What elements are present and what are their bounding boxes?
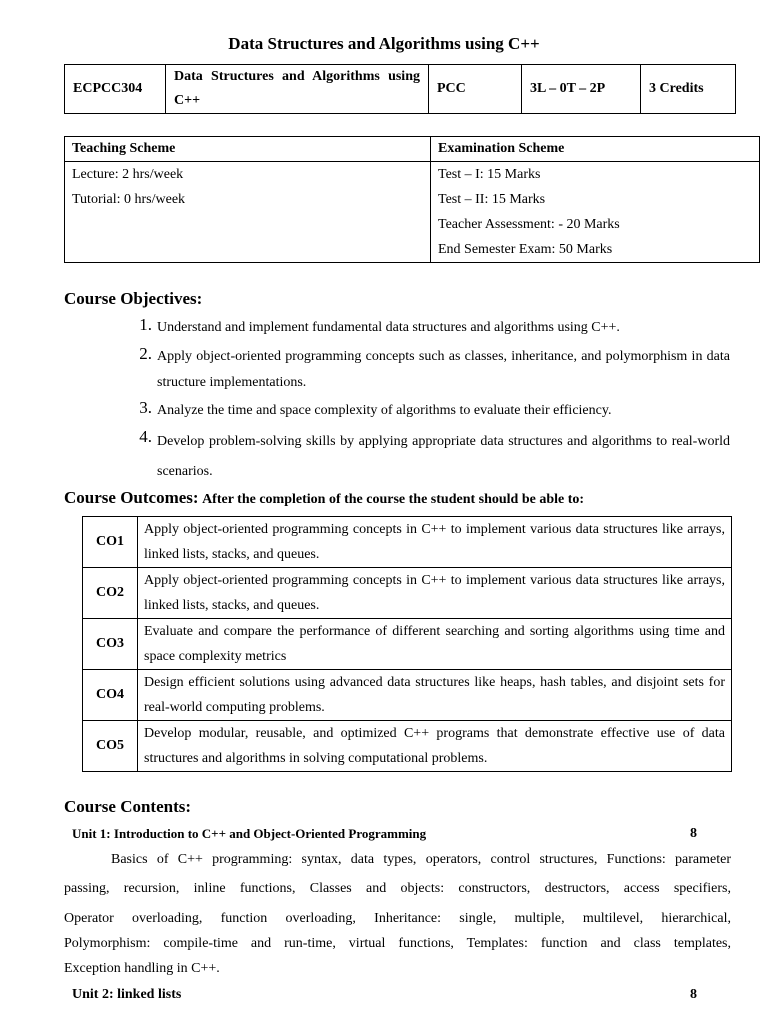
exam-item: End Semester Exam: 50 Marks bbox=[438, 242, 613, 257]
objective-text: Apply object-oriented programming concepts such as classes, inheritance, and polymorphism in data structure implementations. bbox=[157, 349, 730, 390]
outcome-text: Design efficient solutions using advanced data structures like heaps, hash tables, and disjoint sets for real-world computing problems. bbox=[138, 670, 732, 721]
outcome-row bbox=[83, 517, 732, 568]
examination-scheme-cell bbox=[431, 162, 760, 263]
course-category: PCC bbox=[429, 65, 522, 114]
objective-number: 3. bbox=[139, 398, 152, 417]
objective-number: 1. bbox=[139, 315, 152, 334]
examination-scheme-header: Examination Scheme bbox=[431, 137, 760, 162]
unit1-text-line: Polymorphism: compile-time and run-time, virtual functions, Templates: function and class templates, bbox=[64, 936, 731, 951]
teaching-item: Tutorial: 0 hrs/week bbox=[72, 192, 186, 207]
outcomes-heading-line bbox=[64, 488, 584, 508]
outcome-row bbox=[83, 721, 732, 772]
course-code: ECPCC304 bbox=[65, 65, 166, 114]
outcome-id: CO3 bbox=[83, 619, 138, 670]
outcome-id: CO4 bbox=[83, 670, 138, 721]
outcome-id: CO5 bbox=[83, 721, 138, 772]
unit1-text-line: passing, recursion, inline functions, Classes and objects: constructors, destructors, access specifiers, bbox=[64, 881, 731, 896]
exam-item: Test – II: 15 Marks bbox=[438, 192, 546, 207]
objective-text: Develop problem-solving skills by applying appropriate data structures and algorithms to real-world scenarios. bbox=[157, 434, 730, 479]
objective-text: Analyze the time and space complexity of algorithms to evaluate their efficiency. bbox=[157, 403, 612, 418]
scheme-header-row bbox=[65, 137, 760, 162]
objective-number: 4. bbox=[139, 427, 152, 446]
unit2-hours: 8 bbox=[690, 987, 697, 1002]
teaching-scheme-header: Teaching Scheme bbox=[65, 137, 431, 162]
course-ltp: 3L – 0T – 2P bbox=[522, 65, 641, 114]
outcome-id: CO1 bbox=[83, 517, 138, 568]
unit1-text-line: Basics of C++ programming: syntax, data types, operators, control structures, Functions: parameter bbox=[111, 852, 731, 867]
outcome-text: Develop modular, reusable, and optimized C++ programs that demonstrate effective use of data structures and algorithms in solving computational problems. bbox=[138, 721, 732, 772]
exam-item: Test – I: 15 Marks bbox=[438, 167, 541, 182]
outcomes-table bbox=[82, 516, 732, 772]
unit1-title: Unit 1: Introduction to C++ and Object-Oriented Programming bbox=[72, 826, 427, 841]
outcome-text: Apply object-oriented programming concepts in C++ to implement various data structures like arrays, linked lists, stacks, and queues. bbox=[138, 568, 732, 619]
course-info-row bbox=[65, 65, 736, 114]
teaching-item: Lecture: 2 hrs/week bbox=[72, 167, 184, 182]
outcome-row bbox=[83, 568, 732, 619]
objectives-heading: Course Objectives: bbox=[64, 289, 203, 308]
outcome-text: Apply object-oriented programming concepts in C++ to implement various data structures like arrays, linked lists, stacks, and queues. bbox=[138, 517, 732, 568]
outcomes-heading: Course Outcomes: bbox=[64, 488, 199, 507]
course-info-table bbox=[64, 64, 736, 114]
page-title: Data Structures and Algorithms using C++ bbox=[228, 34, 540, 53]
course-name: Data Structures and Algorithms using C++ bbox=[166, 65, 429, 114]
unit1-hours: 8 bbox=[690, 826, 697, 841]
scheme-body-row bbox=[65, 162, 760, 263]
outcomes-subheading: After the completion of the course the student should be able to: bbox=[202, 492, 585, 507]
objective-number: 2. bbox=[139, 344, 152, 363]
outcome-row bbox=[83, 619, 732, 670]
outcome-id: CO2 bbox=[83, 568, 138, 619]
outcome-text: Evaluate and compare the performance of different searching and sorting algorithms using time and space complexity metrics bbox=[138, 619, 732, 670]
contents-heading: Course Contents: bbox=[64, 797, 192, 816]
unit1-text-line: Exception handling in C++. bbox=[64, 961, 220, 976]
teaching-scheme-cell bbox=[65, 162, 431, 263]
unit2-title: Unit 2: linked lists bbox=[72, 987, 182, 1002]
objective-text: Understand and implement fundamental data structures and algorithms using C++. bbox=[157, 320, 620, 335]
exam-item: Teacher Assessment: - 20 Marks bbox=[438, 217, 620, 232]
scheme-table bbox=[64, 136, 760, 263]
course-credits: 3 Credits bbox=[641, 65, 736, 114]
unit1-text-line: Operator overloading, function overloading, Inheritance: single, multiple, multilevel, hierarchical, bbox=[64, 911, 731, 926]
outcome-row bbox=[83, 670, 732, 721]
